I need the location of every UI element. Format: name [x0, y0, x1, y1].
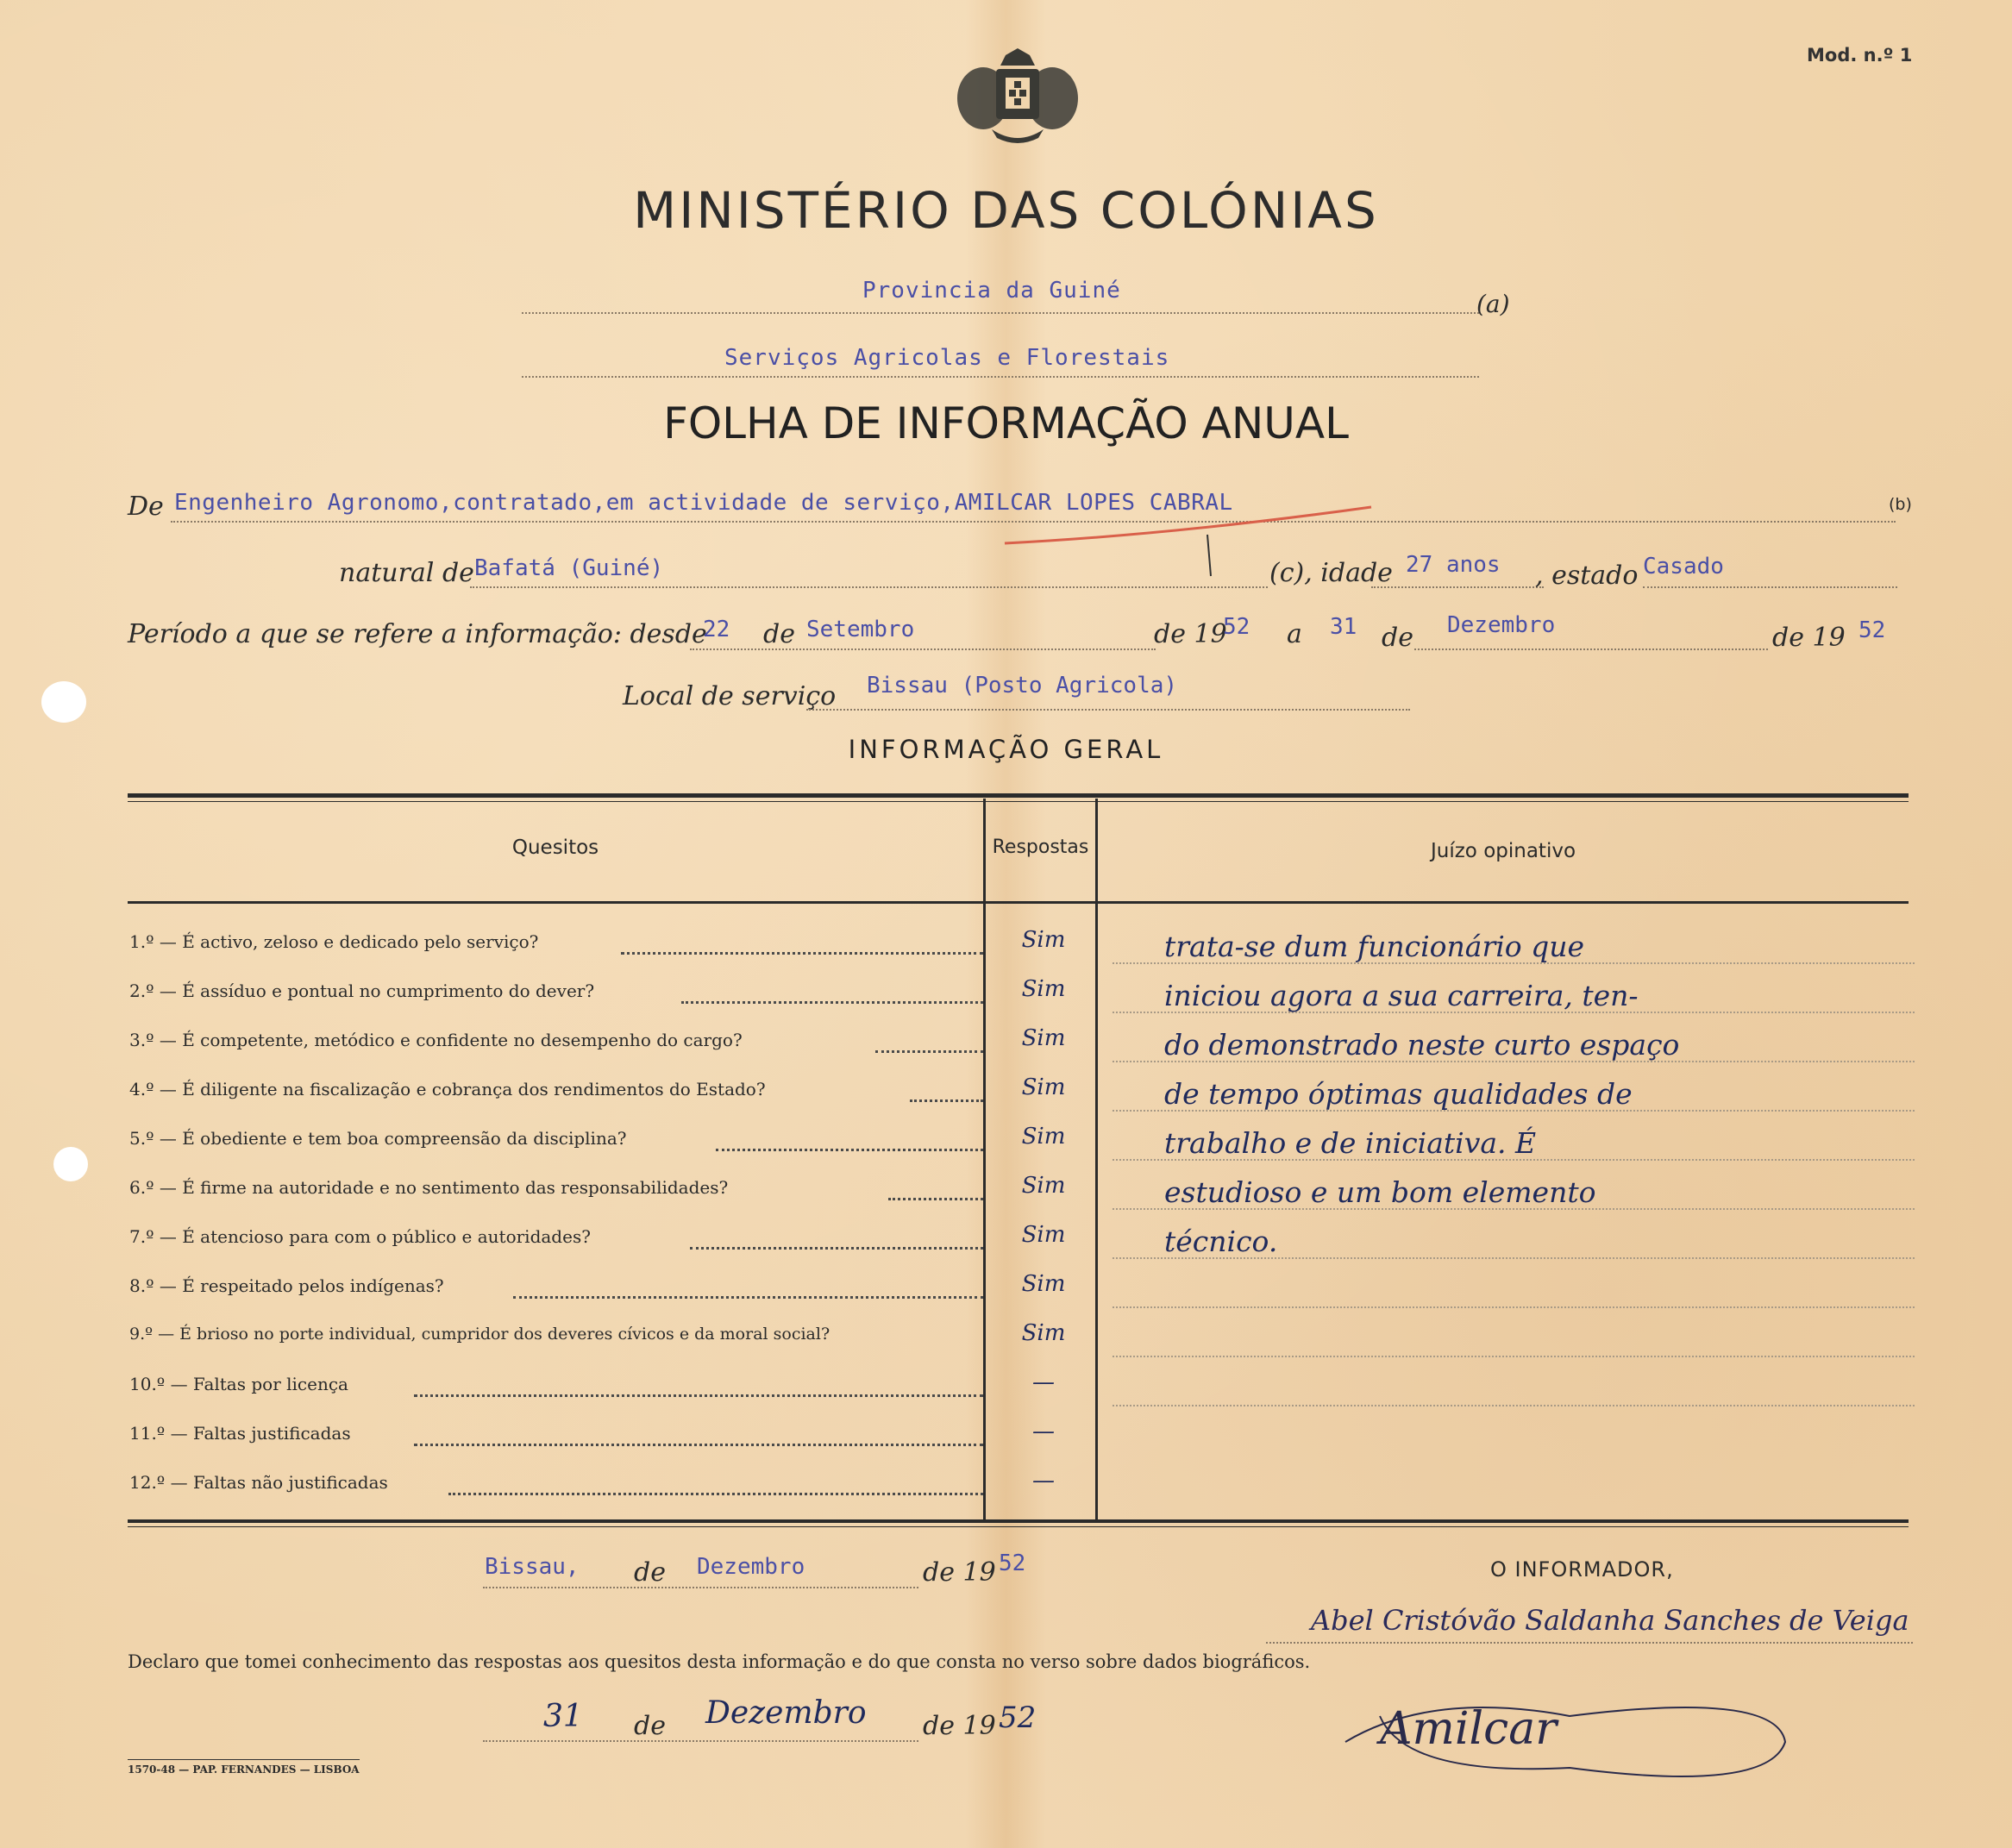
dot-leader: [910, 1082, 983, 1102]
period-from-month: Setembro: [806, 617, 915, 642]
period-from-year: 52: [1223, 614, 1250, 640]
question-text: 8.º — É respeitado pelos indígenas?: [129, 1275, 444, 1296]
answer-value: Sim: [1021, 927, 1066, 953]
location-value: Bissau (Posto Agricola): [867, 673, 1178, 698]
opinion-line: [1113, 1307, 1915, 1357]
province-note: (a): [1476, 290, 1510, 318]
dot-leader: [681, 984, 983, 1004]
period-to-day: 31: [1330, 614, 1357, 640]
footer-city: Bissau,: [485, 1554, 580, 1580]
question-row: [129, 931, 992, 966]
model-number: Mod. n.º 1: [1807, 45, 1913, 66]
dot-leader: [888, 1181, 983, 1200]
question-row: [129, 1275, 992, 1310]
marital-value: Casado: [1643, 554, 1724, 579]
birthplace-line: [470, 583, 1268, 588]
dot-leader: [414, 1377, 983, 1397]
opinion-line: [1113, 1356, 1915, 1406]
dot-leader: [690, 1230, 983, 1250]
footer-month: Dezembro: [697, 1554, 805, 1580]
question-text: 7.º — É atencioso para com o público e autoridades?: [129, 1226, 591, 1247]
question-text: 5.º — É obediente e tem boa compreensão da disciplina?: [129, 1128, 627, 1149]
period-to-month: Dezembro: [1447, 612, 1556, 638]
age-value: 27 anos: [1406, 552, 1501, 578]
answer-value: —: [1032, 1468, 1055, 1494]
period-to-year: 52: [1858, 617, 1886, 643]
province-line: [522, 309, 1479, 314]
dot-leader: [513, 1279, 983, 1299]
question-row: [129, 1177, 992, 1212]
period-label: Período a que se refere a informação: desde: [128, 619, 707, 649]
question-text: 6.º — É firme na autoridade e no sentimento das responsabilidades?: [129, 1177, 729, 1198]
opinion-text: iniciou agora a sua carreira, ten-: [1164, 979, 1639, 1012]
birthplace-value: Bafatá (Guiné): [474, 555, 664, 581]
opinion-text: estudioso e um bom elemento: [1164, 1175, 1596, 1209]
ministry-title: MINISTÉRIO DAS COLÓNIAS: [633, 181, 1379, 240]
period-from-day: 22: [703, 617, 730, 642]
location-line: [806, 705, 1410, 711]
opinion-text: de tempo óptimas qualidades de: [1164, 1077, 1633, 1111]
period-line-2: [1414, 645, 1768, 650]
question-row: [129, 1128, 992, 1162]
employee-signature: Amilcar: [1380, 1703, 1558, 1755]
answer-value: —: [1032, 1369, 1055, 1395]
declaration-de19: de 19: [923, 1711, 996, 1741]
opinion-text: trabalho e de iniciativa. É: [1164, 1126, 1537, 1160]
question-text: 1.º — É activo, zeloso e dedicado pelo serviço?: [129, 931, 539, 952]
dot-leader: [621, 935, 983, 955]
table-bottom-rule: [128, 1519, 1909, 1523]
age-line: [1371, 583, 1544, 588]
question-row: [129, 980, 992, 1015]
header-opinion: Juízo opinativo: [1430, 840, 1576, 862]
informer-signature-line: [1266, 1638, 1913, 1644]
natural-label: natural de: [339, 558, 474, 588]
footer-de-1: de: [634, 1557, 666, 1588]
location-label: Local de serviço: [623, 681, 837, 711]
period-de-1: de: [763, 619, 795, 649]
column-divider-2: [1095, 799, 1098, 1519]
province-value: Provincia da Guiné: [862, 278, 1121, 304]
declaration-text: Declaro que tomei conhecimento das respostas aos quesitos desta informação e do que consta no verso sobre dados biográficos.: [128, 1651, 1311, 1672]
question-text: 9.º — É brioso no porte individual, cumpridor dos deveres cívicos e da moral social?: [129, 1325, 830, 1344]
de-label: De: [128, 492, 164, 522]
answer-value: Sim: [1021, 1173, 1066, 1199]
dot-leader: [716, 1131, 983, 1151]
service-line: [522, 373, 1479, 378]
opinion-text: técnico.: [1164, 1225, 1278, 1258]
question-text: 11.º — Faltas justificadas: [129, 1423, 351, 1444]
table-header-rule: [128, 901, 1909, 904]
header-questions: Quesitos: [511, 836, 599, 859]
answer-value: Sim: [1021, 1222, 1066, 1248]
table-top-rule: [128, 793, 1909, 798]
footer-year: 52: [999, 1550, 1026, 1576]
question-row: [129, 1079, 992, 1113]
question-row: [129, 1423, 992, 1457]
informer-label: O INFORMADOR,: [1490, 1557, 1674, 1582]
service-value: Serviços Agricolas e Florestais: [724, 345, 1170, 371]
question-row: [129, 1226, 992, 1261]
punch-hole-top: [41, 681, 86, 723]
informer-signature: Abel Cristóvão Saldanha Sanches de Veiga: [1311, 1604, 1909, 1637]
question-row: [129, 1030, 992, 1064]
footer-date-line: [483, 1583, 918, 1588]
declaration-year: 52: [999, 1701, 1037, 1735]
question-text: 4.º — É diligente na fiscalização e cobrança dos rendimentos do Estado?: [129, 1079, 766, 1099]
b-note: (b): [1889, 495, 1912, 514]
signature-flourish: [1328, 1682, 1811, 1811]
question-row: [129, 1472, 992, 1507]
dot-leader: [875, 1033, 983, 1053]
dot-leader: [414, 1426, 983, 1446]
period-de19-a: de 19: [1154, 619, 1227, 649]
question-text: 2.º — É assíduo e pontual no cumprimento do dever?: [129, 980, 595, 1001]
punch-hole-bottom: [53, 1147, 88, 1181]
question-row: [129, 1374, 992, 1408]
period-de19-b: de 19: [1772, 623, 1846, 653]
answer-value: Sim: [1021, 1025, 1066, 1051]
question-text: 12.º — Faltas não justificadas: [129, 1472, 388, 1493]
answer-value: Sim: [1021, 1124, 1066, 1150]
declaration-de: de: [634, 1711, 666, 1741]
opinion-text: do demonstrado neste curto espaço: [1164, 1028, 1680, 1062]
table-top-rule-thin: [128, 801, 1909, 802]
declaration-date-line: [483, 1737, 918, 1742]
coat-of-arms-icon: [949, 45, 1087, 148]
marital-line: [1643, 583, 1897, 588]
table-bottom-rule-thin: [128, 1526, 1909, 1527]
answer-value: —: [1032, 1419, 1055, 1444]
period-de-2: de: [1382, 623, 1413, 653]
age-label: (c), idade: [1269, 558, 1393, 588]
estado-label: , estado: [1535, 561, 1639, 591]
declaration-day: 31: [543, 1699, 583, 1734]
opinion-line: [1113, 1258, 1915, 1308]
question-row: [129, 1325, 992, 1359]
question-text: 10.º — Faltas por licença: [129, 1374, 348, 1394]
footer-de19: de 19: [923, 1557, 996, 1588]
person-description: Engenheiro Agronomo,contratado,em actividade de serviço,AMILCAR LOPES CABRAL: [174, 490, 1233, 516]
answer-value: Sim: [1021, 976, 1066, 1002]
printer-imprint: 1570-48 — PAP. FERNANDES — LISBOA: [128, 1759, 360, 1776]
period-line-1: [690, 645, 1156, 650]
question-text: 3.º — É competente, metódico e confidente no desempenho do cargo?: [129, 1030, 743, 1050]
dot-leader: [448, 1475, 983, 1495]
header-answers: Respostas: [992, 836, 1089, 858]
period-a-label: a: [1287, 619, 1302, 649]
opinion-text: trata-se dum funcionário que: [1164, 930, 1585, 963]
answer-value: Sim: [1021, 1271, 1066, 1297]
answer-value: Sim: [1021, 1074, 1066, 1100]
form-title: FOLHA DE INFORMAÇÃO ANUAL: [663, 398, 1349, 448]
section-title: INFORMAÇÃO GERAL: [848, 735, 1164, 764]
answer-value: Sim: [1021, 1320, 1066, 1346]
declaration-month: Dezembro: [705, 1695, 867, 1731]
